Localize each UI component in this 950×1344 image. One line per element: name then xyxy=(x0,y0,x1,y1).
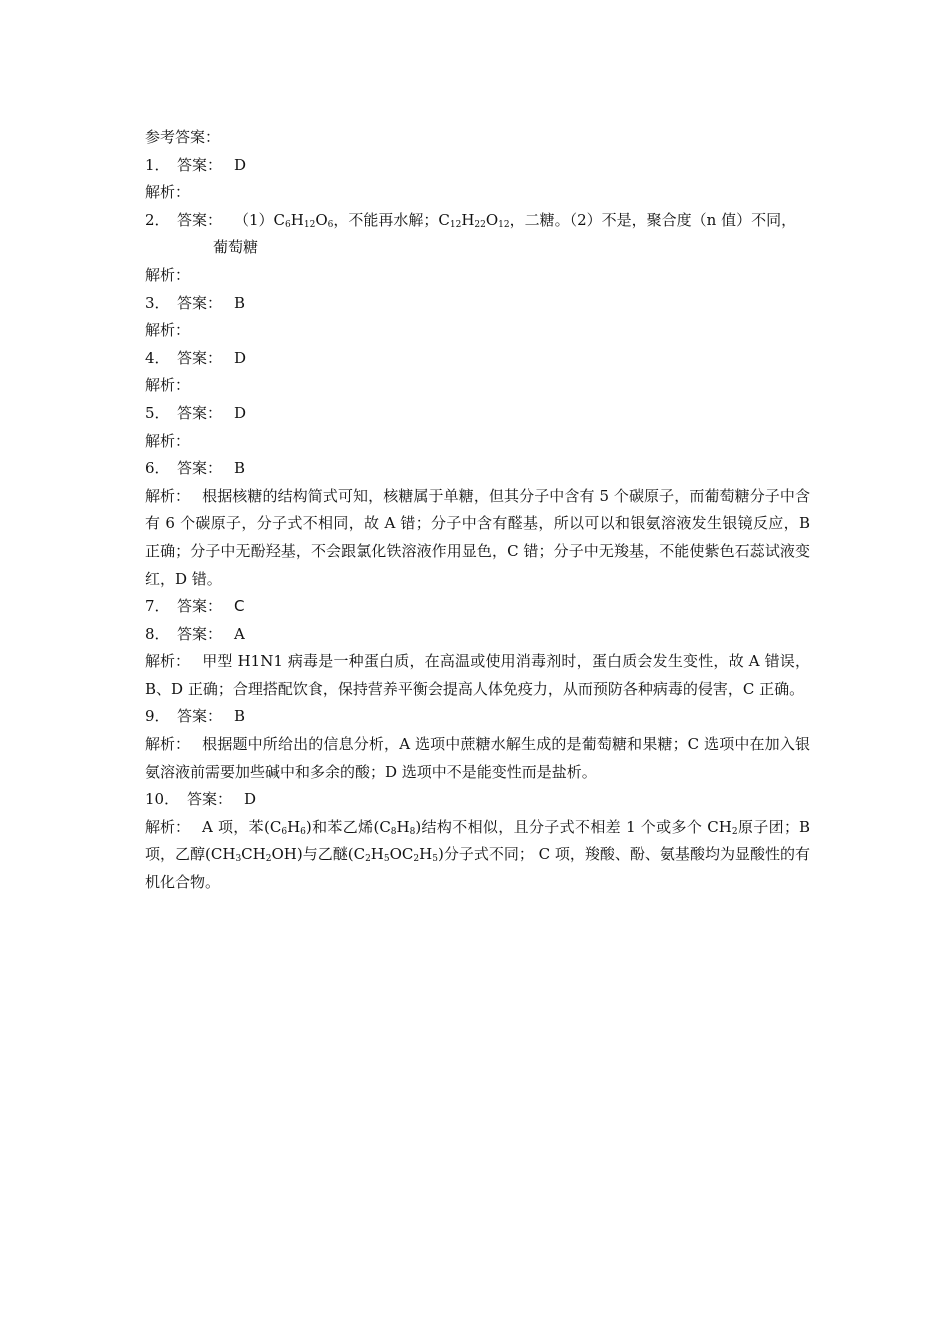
answer-label: 答案： xyxy=(177,348,223,367)
subscript: 12 xyxy=(498,219,510,230)
subscript: 2 xyxy=(365,854,371,865)
answer-label: 答案： xyxy=(177,403,223,422)
answer-label: 答案： xyxy=(187,790,233,809)
item-number: 7． xyxy=(145,597,170,616)
analysis-text: 根据题中所给出的信息分析，A 选项中蔗糖水解生成的是葡萄糖和果糖；C 选项中在加入银氨溶液前需要加些碱中和多余的酸；D 选项中不是能变性而是盐析。 xyxy=(145,735,810,781)
subscript: 12 xyxy=(449,219,462,230)
subscript: 2 xyxy=(731,826,738,837)
analysis-row-9 xyxy=(145,731,810,786)
answer-text: H xyxy=(461,210,475,229)
item-number: 5． xyxy=(145,403,170,422)
item-number: 10． xyxy=(145,790,180,809)
answer-label: 答案： xyxy=(177,210,223,229)
answer-text: O xyxy=(485,210,499,229)
analysis-text: 原子团；B 项，乙醇(CH xyxy=(145,817,810,864)
analysis-text: OC xyxy=(389,845,414,864)
answer-label: 答案： xyxy=(177,624,223,643)
answer-row-10 xyxy=(145,786,810,814)
subscript: 2 xyxy=(265,854,272,865)
analysis-row-6 xyxy=(145,483,810,593)
analysis-text: 根据核糖的结构简式可知，核糖属于单糖，但其分子中含有 5 个碳原子，而葡萄糖分子中含有 6 个碳原子，分子式不相同，故 A 错；分子中含有醛基，所以可以和银氨溶液发生银镜反应，B 正确；分子中无酚羟基，不会跟氯化铁溶液作用显色，C 错；分子中无羧基，不能使紫色石蕊试液变红，D 错。 xyxy=(145,486,810,588)
answer-value: C xyxy=(234,597,245,616)
answer-row-6 xyxy=(145,455,810,483)
analysis-row-8 xyxy=(145,648,810,703)
answer-continuation: 葡萄糖 xyxy=(213,238,259,257)
answer-value: D xyxy=(234,403,247,422)
answer-label: 答案： xyxy=(177,155,223,174)
answer-row-7 xyxy=(145,593,810,621)
answer-value: B xyxy=(234,293,246,312)
answer-text: H xyxy=(290,210,304,229)
analysis-label: 解析： xyxy=(145,376,191,395)
answer-value: B xyxy=(234,707,246,726)
analysis-text: H xyxy=(396,817,410,836)
analysis-label: 解析： xyxy=(145,735,191,754)
answer-value: D xyxy=(234,348,247,367)
answer-row-1 xyxy=(145,152,810,180)
answer-value: A xyxy=(234,624,245,643)
subscript: 3 xyxy=(235,854,242,865)
analysis-label: 解析： xyxy=(145,321,191,340)
subscript: 5 xyxy=(383,854,390,865)
analysis-label: 解析： xyxy=(145,431,191,450)
analysis-label: 解析： xyxy=(145,183,191,202)
analysis-text: )分子式不同； C 项，羧酸、酚、氨基酸均为显酸性的有机化合物。 xyxy=(145,845,810,892)
analysis-text: CH xyxy=(241,845,266,864)
analysis-text: )结构不相似，且分子式不相差 1 个或多个 CH xyxy=(415,817,732,836)
answer-row-5 xyxy=(145,400,810,428)
answer-text: ，二糖。（2）不是，聚合度（n 值）不同， xyxy=(509,210,797,229)
subscript: 8 xyxy=(409,826,416,837)
analysis-row-10 xyxy=(145,814,810,897)
answer-row-8 xyxy=(145,621,810,649)
subscript: 12 xyxy=(303,219,316,230)
analysis-text: H xyxy=(287,817,301,836)
item-number: 9． xyxy=(145,707,170,726)
answer-key xyxy=(145,124,810,897)
analysis-text: )和苯乙烯(C xyxy=(305,817,391,836)
answer-value: D xyxy=(244,790,257,809)
analysis-text: A 项，苯(C xyxy=(202,817,282,836)
subscript: 6 xyxy=(285,219,291,230)
analysis-label: 解析： xyxy=(145,486,191,505)
analysis-text: 甲型 H1N1 病毒是一种蛋白质，在高温或使用消毒剂时，蛋白质会发生变性，故 A 错误，B、D 正确；合理搭配饮食，保持营养平衡会提高人体免疫力，从而预防各种病毒的侵害，C 正确。 xyxy=(145,652,810,698)
answer-label: 答案： xyxy=(177,707,223,726)
answer-value: B xyxy=(234,459,246,478)
analysis-label: 解析： xyxy=(145,265,191,284)
subscript: 6 xyxy=(327,219,334,230)
answer-row-4 xyxy=(145,345,810,373)
analysis-label: 解析： xyxy=(145,817,191,836)
analysis-text: H xyxy=(370,845,384,864)
answer-label: 答案： xyxy=(177,459,223,478)
subscript: 22 xyxy=(474,219,486,230)
answer-text: ，不能再水解；C xyxy=(333,210,450,229)
item-number: 4． xyxy=(145,348,170,367)
item-number: 6． xyxy=(145,459,170,478)
subscript: 6 xyxy=(300,826,306,837)
analysis-label: 解析： xyxy=(145,652,191,671)
answer-row-9 xyxy=(145,703,810,731)
analysis-text: H xyxy=(419,845,433,864)
answer-row-2 xyxy=(145,207,810,235)
section-heading: 参考答案： xyxy=(145,128,221,146)
subscript: 8 xyxy=(390,826,397,837)
answer-text: O xyxy=(315,210,328,229)
analysis-text: OH)与乙醚(C xyxy=(271,845,366,864)
answer-row-3 xyxy=(145,290,810,318)
item-number: 3． xyxy=(145,293,170,312)
answer-label: 答案： xyxy=(177,597,223,616)
subscript: 2 xyxy=(413,854,420,865)
item-number: 1． xyxy=(145,155,170,174)
subscript: 6 xyxy=(281,826,288,837)
subscript: 5 xyxy=(432,854,438,865)
answer-value: D xyxy=(234,155,247,174)
answer-label: 答案： xyxy=(177,293,223,312)
item-number: 2． xyxy=(145,210,170,229)
answer-text: （1）C xyxy=(234,210,286,229)
item-number: 8． xyxy=(145,624,170,643)
